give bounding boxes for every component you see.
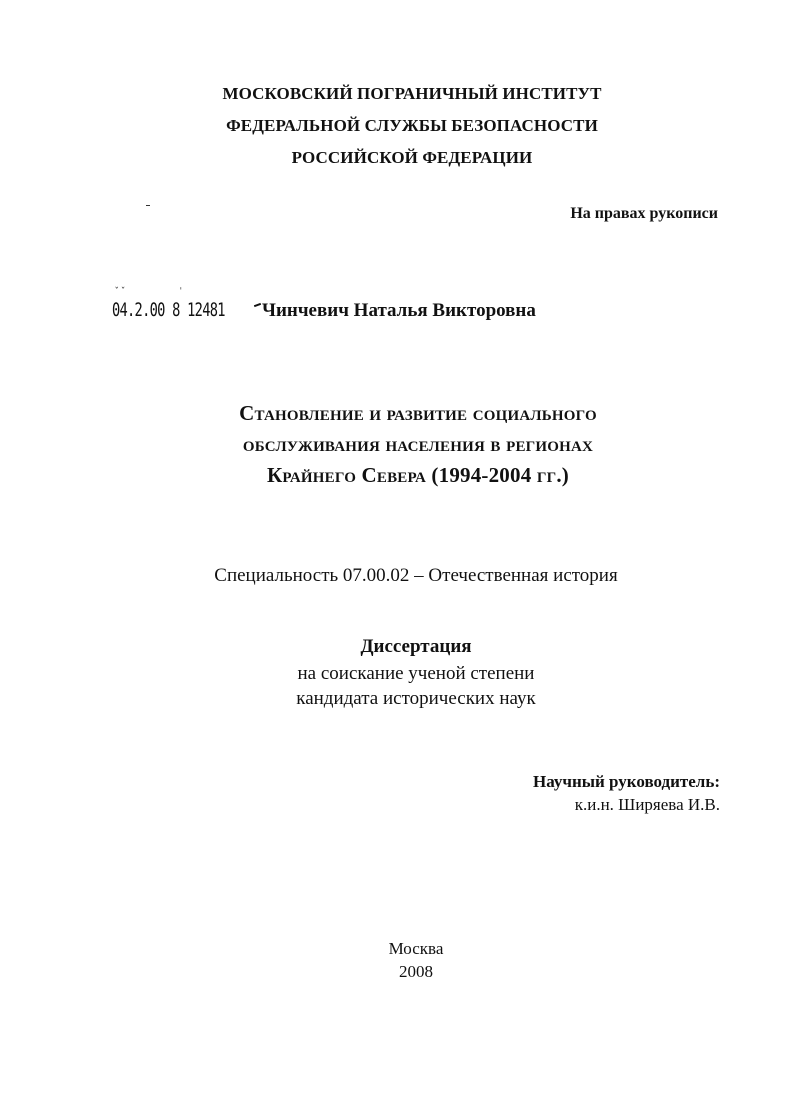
degree-line-2: кандидата исторических наук	[296, 688, 536, 709]
specialty: Специальность 07.00.02 – Отечественная история	[214, 565, 618, 586]
place-and-year	[18, 937, 796, 983]
stamp-tick-marks: ˇˇ ˈ	[114, 287, 185, 297]
title-line-1: Становление и развитие социального	[239, 401, 597, 425]
institution-line-1: МОСКОВСКИЙ ПОГРАНИЧНЫЙ ИНСТИТУТ	[222, 84, 602, 103]
scan-speck	[146, 205, 150, 206]
manuscript-rights-note: На правах рукописи	[570, 205, 718, 222]
degree-description	[18, 661, 796, 711]
degree-line-1: на соискание ученой степени	[297, 663, 535, 684]
stamp-code: 04.2.00 8 12481	[112, 299, 225, 321]
institution-line-2: ФЕДЕРАЛЬНОЙ СЛУЖБЫ БЕЗОПАСНОСТИ	[226, 116, 598, 135]
institution-header	[14, 78, 796, 174]
dissertation-title	[20, 398, 796, 491]
city: Москва	[388, 939, 444, 958]
author-name: Чинчевич Наталья Викторовна	[262, 300, 536, 321]
scientific-advisor	[533, 770, 720, 816]
advisor-label: Научный руководитель:	[533, 772, 720, 791]
advisor-name: к.и.н. Ширяева И.В.	[574, 795, 720, 814]
dissertation-heading: Диссертация	[360, 636, 472, 657]
year: 2008	[399, 962, 433, 981]
institution-line-3: РОССИЙСКОЙ ФЕДЕРАЦИИ	[291, 148, 533, 167]
title-line-3: Крайнего Севера (1994-2004 гг.)	[266, 463, 569, 487]
title-line-2: обслуживания населения в регионах	[242, 432, 594, 456]
